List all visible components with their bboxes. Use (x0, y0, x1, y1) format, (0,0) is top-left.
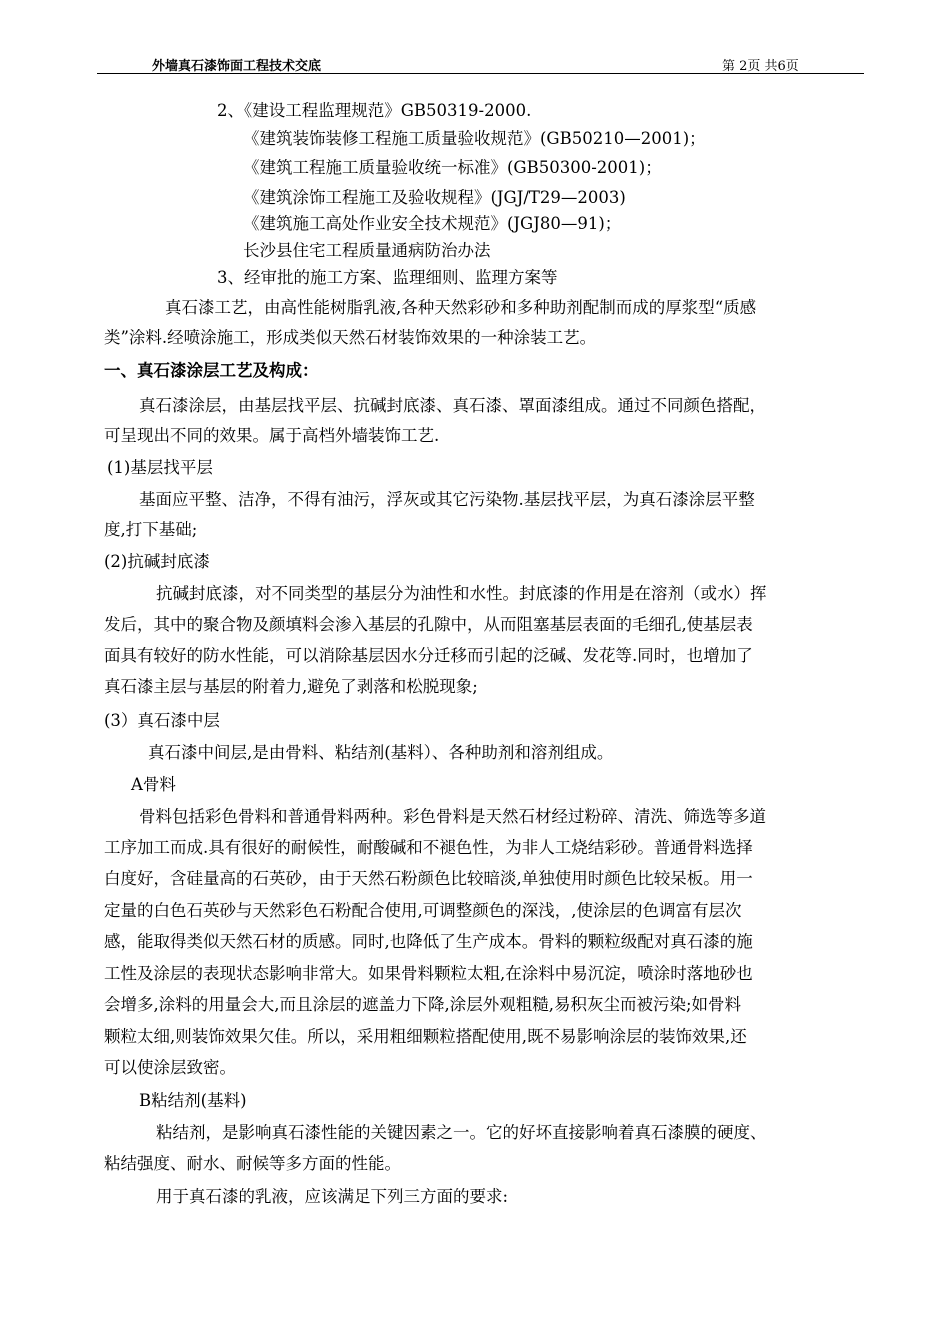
paragraph-line: 真石漆涂层，由基层找平层、抗碱封底漆、真石漆、罩面漆组成。通过不同颜色搭配， (139, 396, 766, 415)
document-title: 外墙真石漆饰面工程技术交底 (152, 59, 322, 74)
paragraph-line: 会增多,涂料的用量会大,而且涂层的遮盖力下降,涂层外观粗糙,易积灰尘而被污染;如骨料 (104, 995, 742, 1014)
paragraph-line: 面具有较好的防水性能，可以消除基层因水分迁移而引起的泛碱、发花等.同时，也增加了 (104, 646, 753, 665)
subsection-heading: (2)抗碱封底漆 (104, 552, 210, 571)
paragraph-line: 真石漆中间层,是由骨料、粘结剂(基料）、各种助剂和溶剂组成。 (148, 743, 614, 762)
paragraph-line: 白度好，含硅量高的石英砂，由于天然石粉颜色比较暗淡,单独使用时颜色比较呆板。用一 (104, 869, 753, 888)
section-heading: 一、真石漆涂层工艺及构成： (104, 361, 319, 380)
reference-line: 《建筑涂饰工程施工及验收规程》(JGJ/T29—2003) (243, 188, 626, 207)
paragraph-line: 感，能取得类似天然石材的质感。同时,也降低了生产成本。骨料的颗粒级配对真石漆的施 (104, 932, 753, 951)
paragraph-line: 类”涂料.经喷涂施工，形成类似天然石材装饰效果的一种涂装工艺。 (104, 328, 597, 347)
subsection-heading: (3）真石漆中层 (104, 711, 220, 730)
item-heading: B粘结剂(基料) (139, 1091, 247, 1110)
paragraph-line: 骨料包括彩色骨料和普通骨料两种。彩色骨料是天然石材经过粉碎、清洗、筛选等多道 (139, 807, 766, 826)
paragraph-line: 发后，其中的聚合物及颜填料会渗入基层的孔隙中，从而阻塞基层表面的毛细孔,使基层表 (104, 615, 753, 634)
subsection-heading: (1)基层找平层 (107, 458, 213, 477)
paragraph-line: 真石漆工艺，由高性能树脂乳液,各种天然彩砂和多种助剂配制而成的厚浆型“质感 (165, 298, 757, 317)
reference-item-2: 2、《建设工程监理规范》GB50319-2000. (217, 101, 532, 120)
paragraph-line: 基面应平整、洁净，不得有油污，浮灰或其它污染物.基层找平层，为真石漆涂层平整 (139, 490, 755, 509)
paragraph-line: 粘结强度、耐水、耐候等多方面的性能。 (104, 1154, 401, 1173)
paragraph-line: 工性及涂层的表现状态影响非常大。如果骨料颗粒太粗,在涂料中易沉淀，喷涂时落地砂也 (104, 964, 753, 983)
paragraph-line: 可以使涂层致密。 (104, 1058, 236, 1077)
paragraph-line: 粘结剂，是影响真石漆性能的关键因素之一。它的好坏直接影响着真石漆膜的硬度、 (156, 1123, 767, 1142)
header-divider (97, 73, 864, 74)
reference-item-3: 3、经审批的施工方案、监理细则、监理方案等 (217, 268, 558, 287)
paragraph-line: 度,打下基础; (104, 520, 198, 539)
reference-line: 《建筑施工高处作业安全技术规范》(JGJ80—91)； (243, 214, 622, 233)
item-heading: A骨料 (131, 775, 176, 794)
paragraph-line: 用于真石漆的乳液，应该满足下列三方面的要求: (156, 1187, 509, 1206)
paragraph-line: 可呈现出不同的效果。属于高档外墙装饰工艺. (104, 426, 440, 445)
reference-line: 长沙县住宅工程质量通病防治办法 (243, 241, 491, 260)
reference-line: 《建筑装饰装修工程施工质量验收规范》(GB50210—2001)； (243, 129, 706, 148)
paragraph-line: 定量的白色石英砂与天然彩色石粉配合使用,可调整颜色的深浅，,使涂层的色调富有层次 (104, 901, 742, 920)
page-number: 第 2页 共6页 (722, 59, 799, 74)
reference-line: 《建筑工程施工质量验收统一标准》(GB50300-2001)； (243, 158, 662, 177)
paragraph-line: 真石漆主层与基层的附着力,避免了剥落和松脱现象; (104, 677, 478, 696)
paragraph-line: 抗碱封底漆，对不同类型的基层分为油性和水性。封底漆的作用是在溶剂（或水）挥 (156, 584, 767, 603)
paragraph-line: 工序加工而成.具有很好的耐候性，耐酸碱和不褪色性，为非人工烧结彩砂。普通骨料选择 (104, 838, 753, 857)
paragraph-line: 颗粒太细,则装饰效果欠佳。所以，采用粗细颗粒搭配使用,既不易影响涂层的装饰效果,还 (104, 1027, 747, 1046)
